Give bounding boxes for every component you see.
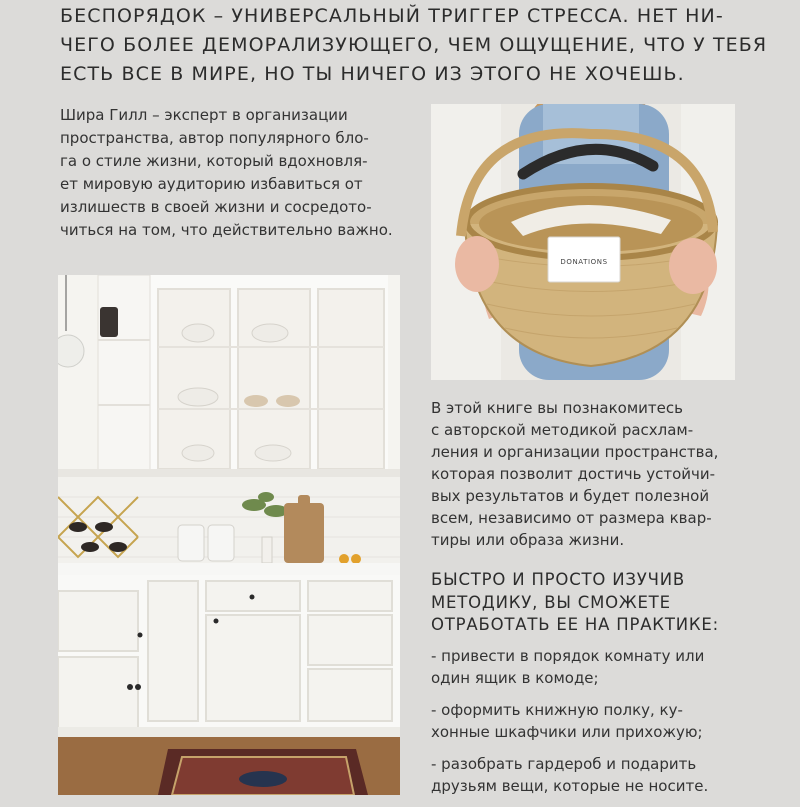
intro-line: читься на том, что действительно важно.	[60, 221, 393, 239]
description-line: В этой книге вы познакомитесь	[431, 399, 683, 417]
subhead-line: БЫСТРО И ПРОСТО ИЗУЧИВ	[431, 570, 685, 589]
intro-line: пространства, автор популярного бло-	[60, 129, 369, 147]
headline-line: ЕСТЬ ВСЕ В МИРЕ, НО ТЫ НИЧЕГО ИЗ ЭТОГО НЕ ХОЧЕШЬ.	[60, 63, 685, 85]
list-item	[431, 645, 771, 689]
list-item	[431, 699, 771, 743]
subhead-line: ОТРАБОТАТЬ ЕЕ НА ПРАКТИКЕ:	[431, 615, 719, 634]
headline-line: БЕСПОРЯДОК – УНИВЕРСАЛЬНЫЙ ТРИГГЕР СТРЕССА. НЕТ НИ-	[60, 5, 724, 27]
list-item	[431, 753, 771, 797]
description-line: вых результатов и будет полезной	[431, 487, 710, 505]
list-item-line: друзьям вещи, которые не носите.	[431, 777, 709, 795]
method-subheading	[431, 569, 761, 637]
headline	[60, 2, 768, 89]
description-line: ления и организации пространства,	[431, 443, 719, 461]
list-item-line: - оформить книжную полку, ку-	[431, 701, 683, 719]
description-line: всем, независимо от размера квар-	[431, 509, 712, 527]
description-line: с авторской методикой расхлам-	[431, 421, 694, 439]
kitchen-illustration	[58, 275, 400, 795]
list-item-line: хонные шкафчики или прихожую;	[431, 723, 703, 741]
book-description	[431, 397, 741, 551]
intro-line: га о стиле жизни, который вдохновля-	[60, 152, 368, 170]
intro-line: Шира Гилл – эксперт в организации	[60, 106, 348, 124]
intro-line: излишеств в своей жизни и сосредото-	[60, 198, 372, 216]
author-intro	[60, 104, 410, 242]
kitchen-photo	[58, 275, 400, 795]
list-item-line: - разобрать гардероб и подарить	[431, 755, 697, 773]
basket-photo	[431, 104, 735, 380]
basket-illustration	[431, 104, 735, 380]
list-item-line: - привести в порядок комнату или	[431, 647, 705, 665]
description-line: тиры или образа жизни.	[431, 531, 625, 549]
subhead-line: МЕТОДИКУ, ВЫ СМОЖЕТЕ	[431, 592, 671, 612]
donations-tag-label: DONATIONS	[560, 258, 608, 266]
description-line: которая позволит достичь устойчи-	[431, 465, 716, 483]
list-item-line: один ящик в комоде;	[431, 669, 599, 687]
headline-line: ЧЕГО БОЛЕЕ ДЕМОРАЛИЗУЮЩЕГО, ЧЕМ ОЩУЩЕНИЕ, ЧТО У ТЕБЯ	[60, 34, 768, 56]
practice-list	[431, 645, 771, 807]
intro-line: ет мировую аудиторию избавиться от	[60, 175, 363, 193]
